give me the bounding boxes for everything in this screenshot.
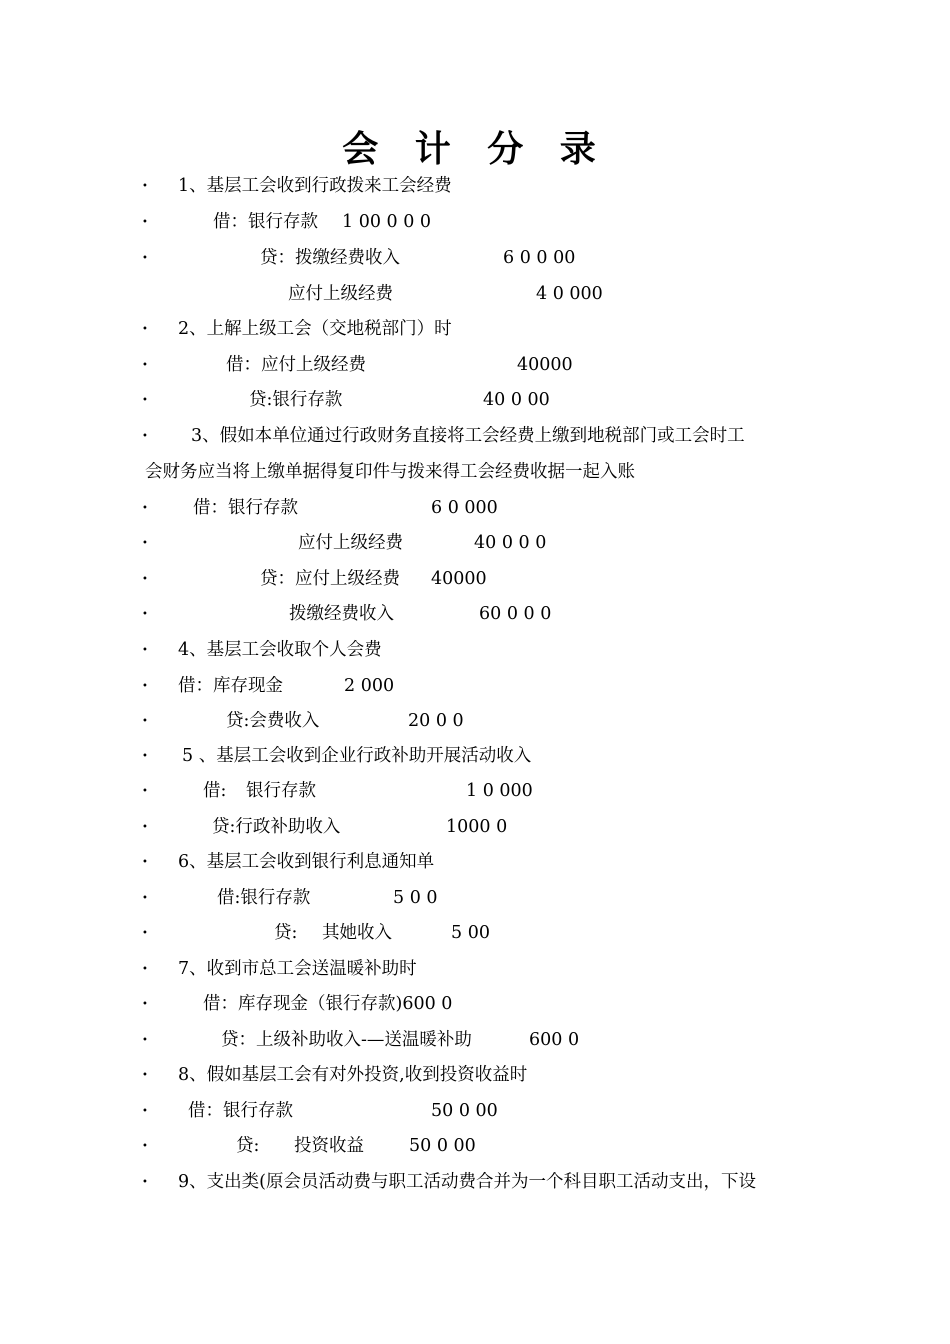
entry-line [0, 844, 950, 880]
bullet-marker: • [142, 503, 148, 514]
bullet-marker: • [142, 857, 148, 868]
entry-account: 拨缴经费收入 [289, 604, 394, 624]
entry-line [0, 1022, 950, 1058]
entry-line [0, 1057, 950, 1093]
entry-account: 借：库存现金 [178, 676, 283, 696]
entry-account: 贷:银行存款 [249, 390, 343, 410]
entry-text: 1、基层工会收到行政拨来工会经费 [178, 176, 452, 196]
entry-account: 应付上级经费 [288, 284, 393, 304]
entry-amount: 1 0 000 [466, 781, 533, 801]
entry-line [0, 951, 950, 987]
entry-line [0, 311, 950, 347]
entry-line [0, 240, 950, 276]
entry-account: 贷：应付上级经费 [260, 569, 400, 589]
entry-account: 借:银行存款 [217, 888, 311, 908]
document-title: 会 计 分 录 [342, 129, 608, 170]
entry-text: 7、收到市总工会送温暖补助时 [178, 959, 417, 979]
entry-account: 贷: [236, 1136, 260, 1156]
entry-amount: 50 0 00 [409, 1136, 476, 1156]
bullet-marker: • [142, 999, 148, 1010]
entry-line [0, 703, 950, 739]
bullet-marker: • [142, 751, 148, 762]
entry-account: 借：银行存款 [213, 212, 318, 232]
bullet-marker: • [142, 1177, 148, 1188]
entry-amount: 6 0 0 00 [503, 248, 576, 268]
bullet-marker: • [142, 1035, 148, 1046]
bullet-marker: • [142, 324, 148, 335]
entry-account: 贷：拨缴经费收入 [260, 248, 400, 268]
entry-text: 9、支出类(原会员活动费与职工活动费合并为一个科目职工活动支出，下设 [178, 1172, 756, 1192]
entry-text: 3、假如本单位通过行政财务直接将工会经费上缴到地税部门或工会时工 [191, 426, 745, 446]
entry-line [0, 773, 950, 809]
entry-text: 会财务应当将上缴单据得复印件与拨来得工会经费收据一起入账 [145, 462, 635, 482]
entry-line [0, 632, 950, 668]
bullet-marker: • [142, 893, 148, 904]
entry-amount: 6 0 000 [431, 498, 498, 518]
bullet-marker: • [142, 395, 148, 406]
entry-line [0, 809, 950, 845]
bullet-marker: • [142, 609, 148, 620]
bullet-marker: • [142, 360, 148, 371]
entry-line [0, 276, 950, 312]
entry-line [0, 347, 950, 383]
bullet-marker: • [142, 181, 148, 192]
entry-amount: 40 0 00 [483, 390, 550, 410]
bullet-marker: • [142, 538, 148, 549]
entry-amount: 2 000 [344, 676, 395, 696]
entry-account: 应付上级经费 [298, 533, 403, 553]
bullet-marker: • [142, 574, 148, 585]
bullet-marker: • [142, 786, 148, 797]
entry-line [0, 1164, 950, 1200]
entry-line [0, 204, 950, 240]
entry-line [0, 561, 950, 597]
entry-line [0, 668, 950, 704]
entry-amount: 600 0 [529, 1030, 580, 1050]
bullet-marker: • [142, 1070, 148, 1081]
bullet-marker: • [142, 645, 148, 656]
bullet-marker: • [142, 217, 148, 228]
entry-amount: 40000 [517, 355, 573, 375]
entry-line [0, 915, 950, 951]
entry-text: 4、基层工会收取个人会费 [178, 640, 382, 660]
entry-text: 其她收入 [322, 923, 392, 943]
entry-line [0, 738, 950, 774]
bullet-marker: • [142, 822, 148, 833]
entry-amount: 50 0 00 [431, 1101, 498, 1121]
entry-text: 银行存款 [246, 781, 316, 801]
entry-amount: 5 00 [451, 923, 490, 943]
entry-text: 借：库存现金（银行存款)600 0 [203, 994, 453, 1014]
entry-account: 贷: [274, 923, 298, 943]
entry-line [0, 880, 950, 916]
entry-text: 投资收益 [294, 1136, 364, 1156]
entry-amount: 20 0 0 [408, 711, 464, 731]
entry-amount: 1 00 0 0 0 [342, 212, 432, 232]
entry-text: 8、假如基层工会有对外投资,收到投资收益时 [178, 1065, 528, 1085]
entry-account: 贷:会费收入 [226, 711, 320, 731]
entry-amount: 5 0 0 [393, 888, 438, 908]
bullet-marker: • [142, 253, 148, 264]
entry-amount: 60 0 0 0 [479, 604, 552, 624]
entry-amount: 1000 0 [446, 817, 508, 837]
entry-amount: 4 0 000 [536, 284, 603, 304]
bullet-marker: • [142, 928, 148, 939]
entry-account: 借：银行存款 [193, 498, 298, 518]
entry-account: 借：应付上级经费 [226, 355, 366, 375]
entry-line [0, 596, 950, 632]
bullet-marker: • [142, 681, 148, 692]
entry-line [0, 1093, 950, 1129]
entry-text: 5 、基层工会收到企业行政补助开展活动收入 [182, 746, 532, 766]
entry-account: 借: [203, 781, 227, 801]
entry-amount: 40 0 0 0 [474, 533, 547, 553]
bullet-marker: • [142, 1141, 148, 1152]
entry-line [0, 418, 950, 454]
entry-line [0, 1128, 950, 1164]
bullet-marker: • [142, 964, 148, 975]
entry-text: 2、上解上级工会（交地税部门）时 [178, 319, 452, 339]
entry-line [0, 525, 950, 561]
entry-line [0, 986, 950, 1022]
entry-line [0, 382, 950, 418]
entry-line-continuation [0, 454, 950, 490]
entry-account: 贷：上级补助收入-—送温暖补助 [221, 1030, 472, 1050]
entry-text: 6、基层工会收到银行利息通知单 [178, 852, 435, 872]
entry-account: 借：银行存款 [188, 1101, 293, 1121]
entry-line [0, 168, 950, 204]
bullet-marker: • [142, 1106, 148, 1117]
bullet-marker: • [142, 716, 148, 727]
entry-amount: 40000 [431, 569, 487, 589]
entry-line [0, 490, 950, 526]
entry-account: 贷:行政补助收入 [212, 817, 341, 837]
bullet-marker: • [142, 431, 148, 442]
